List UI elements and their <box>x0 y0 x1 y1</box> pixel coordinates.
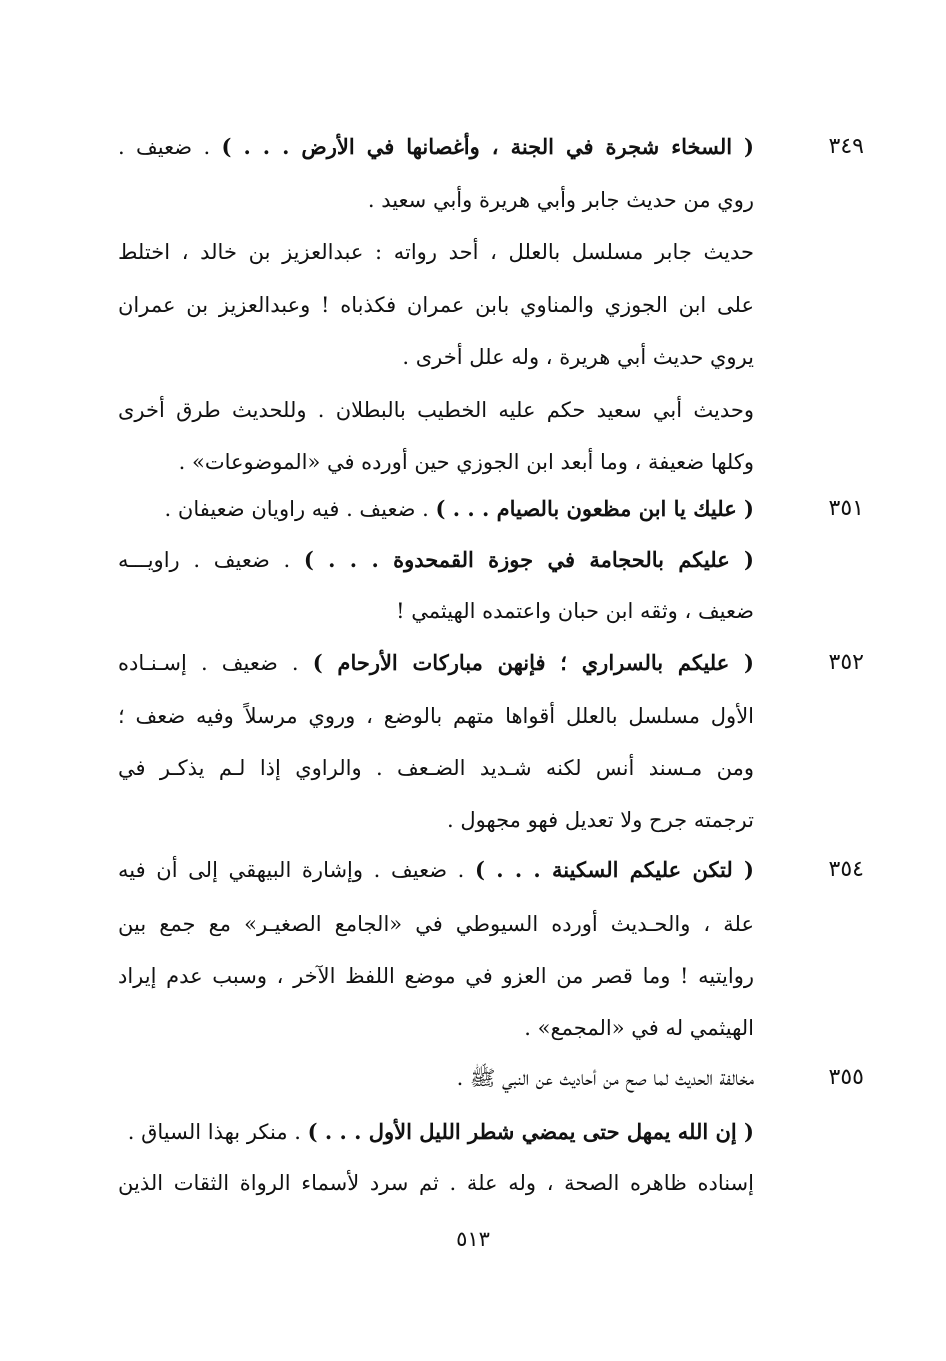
page-number: ٥١٣ <box>456 1227 490 1251</box>
line-text: . ضعيف . وإشارة البيهقي إلى أن فيه <box>118 858 476 882</box>
entry-number: ٣٤٩ <box>828 134 864 159</box>
line-text: . منكر بهذا السياق . <box>127 1120 308 1144</box>
hadith-text: ( عليكم بالسراري ؛ فإنهن مباركات الأرحام ) <box>312 650 754 675</box>
line-text: . ضعيف . راويـــه <box>118 548 304 572</box>
line-text: ترجمته جرح ولا تعديل فهو مجهول . <box>446 808 754 832</box>
line-text: ومن مـسند أنس لكنه شـديد الضـعف . والراوي إذا لـم يذكـر في <box>118 756 754 780</box>
line-text: . ضعيف . <box>118 135 222 159</box>
text-line <box>118 591 754 631</box>
line-text: الأول مسلسل بالعلل أقواها متهم بالوضع ، وروي مرسلاً وفيه ضعف ؛ <box>118 704 754 728</box>
line-text: وحديث أبي سعيد حكم عليه الخطيب بالبطلان . وللحديث طرق أخرى <box>118 398 754 422</box>
line-text: حديث جابر مسلسل بالعلل ، أحد رواته : عبدالعزيز بن خالد ، اختلط <box>118 240 754 264</box>
text-line <box>118 232 754 272</box>
text-line <box>118 390 754 430</box>
entry-number: ٣٥١ <box>828 496 864 521</box>
text-line <box>118 127 754 167</box>
hadith-text: ( عليكم بالحجامة في جوزة القمحدوة . . . ) <box>303 547 754 572</box>
text-line <box>118 337 754 377</box>
line-text: . ضعيف . إسـنـاده <box>118 651 313 675</box>
line-text: إسناده ظاهره الصحة ، وله علة . ثم سرد لأسماء الرواة الثقات الذين <box>118 1171 754 1195</box>
entry-number: ٣٥٥ <box>828 1065 864 1090</box>
text-line <box>118 850 754 890</box>
text-line <box>118 285 754 325</box>
text-line <box>118 748 754 788</box>
text-line <box>118 1058 754 1098</box>
line-text: علة ، والحـديث أورده السيوطي في «الجامع الصغيـر» مع جمع بين <box>118 912 754 936</box>
line-text: روايتيه ! وما قصر من العزو في موضع اللفظ الآخر ، وسبب عدم إيراد <box>118 964 754 988</box>
line-text: على ابن الجوزي والمناوي بابن عمران فكذباه ! وعبدالعزيز بن عمران <box>118 293 754 317</box>
hadith-text: ( إن الله يمهل حتى يمضي شطر الليل الأول . . . ) <box>307 1119 754 1144</box>
text-line <box>118 696 754 736</box>
entry-number: ٣٥٤ <box>828 857 864 882</box>
text-line <box>118 904 754 944</box>
text-line <box>118 540 754 580</box>
hadith-text: ( السخاء شجرة في الجنة ، وأغصانها في الأرض . . . ) <box>221 134 754 159</box>
hadith-text: ( لتكن عليكم السكينة . . . ) <box>475 857 754 882</box>
text-line <box>118 1163 754 1203</box>
hadith-text: ( عليك يا ابن مظعون بالصيام . . . ) <box>435 496 754 521</box>
text-line <box>118 1008 754 1048</box>
line-text: وكلها ضعيفة ، وما أبعد ابن الجوزي حين أورده في «الموضوعات» . <box>178 450 754 474</box>
entry-number: ٣٥٢ <box>828 650 864 675</box>
text-line <box>118 956 754 996</box>
text-line <box>118 800 754 840</box>
text-line <box>118 442 754 482</box>
text-line <box>118 180 754 220</box>
line-text: روي من حديث جابر وأبي هريرة وأبي سعيد . <box>367 188 754 212</box>
text-line <box>118 1112 754 1152</box>
text-line <box>118 643 754 683</box>
line-text: مخالفة الحديث لما صح من أحاديث عن النبي ﷺ . <box>456 1066 754 1090</box>
line-text: ضعيف ، وثقه ابن حبان واعتمده الهيثمي ! <box>396 599 754 623</box>
line-text: يروي حديث أبي هريرة ، وله علل أخرى . <box>402 345 754 369</box>
line-text: الهيثمي له في «المجمع» . <box>524 1016 754 1040</box>
line-text: . ضعيف . فيه راويان ضعيفان . <box>164 497 436 521</box>
text-line <box>118 489 754 529</box>
